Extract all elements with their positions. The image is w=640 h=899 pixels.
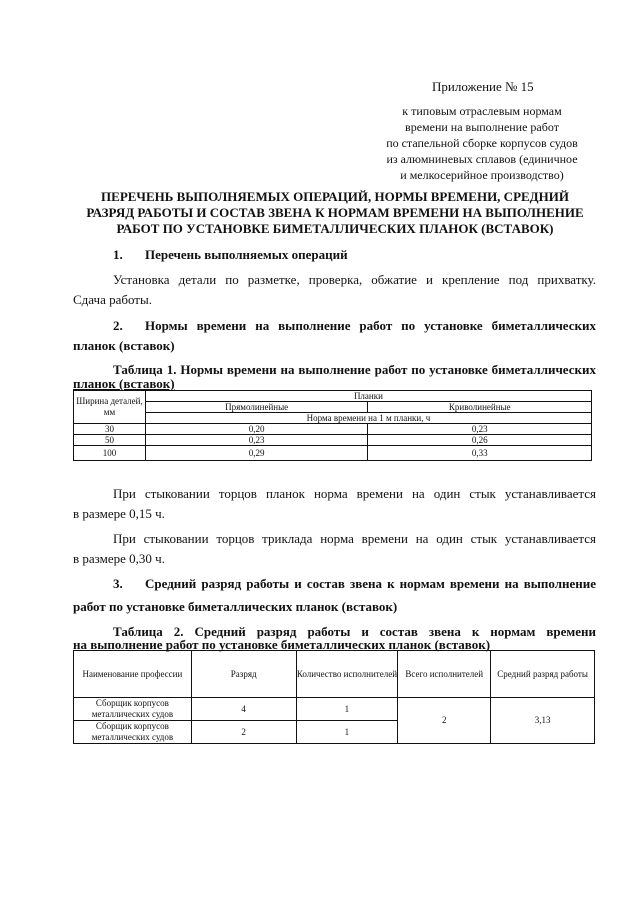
appendix-subtitle-line: по стапельной сборке корпусов судов	[386, 136, 578, 150]
document-title	[70, 189, 600, 237]
table-row	[74, 402, 592, 413]
table-cell: Сборщик корпусов металлических судов	[74, 721, 192, 744]
table-cell: 1	[296, 721, 398, 744]
straight-column-header: Прямолинейные	[145, 402, 368, 413]
appendix-subtitle-line: к типовым отраслевым нормам	[402, 104, 562, 118]
note1-line1: При стыковании торцов планок норма времени на один стык устанавливается	[113, 486, 596, 501]
table-row	[74, 698, 595, 721]
table-cell: 30	[74, 424, 146, 435]
table-row	[74, 391, 592, 402]
section1-number: 1.	[113, 247, 123, 262]
document-title-line: ПЕРЕЧЕНЬ ВЫПОЛНЯЕМЫХ ОПЕРАЦИЙ, НОРМЫ ВРЕМЕНИ, СРЕДНИЙ	[101, 189, 569, 204]
count-column-header: Количество исполнителей	[296, 651, 398, 698]
table1-caption-line1: Таблица 1. Нормы времени на выполнение работ по установке биметаллических	[113, 362, 596, 377]
appendix-subtitle	[368, 103, 596, 183]
note2-line2: в размере 0,30 ч.	[73, 551, 165, 566]
section3-heading-line2: работ по установке биметаллических планок (вставок)	[73, 599, 398, 614]
section3-heading-line1: Средний разряд работы и состав звена к нормам времени на выполнение	[145, 576, 596, 591]
table-cell: 0,20	[145, 424, 368, 435]
document-title-line: РАБОТ ПО УСТАНОВКЕ БИМЕТАЛЛИЧЕСКИХ ПЛАНОК (ВСТАВОК)	[116, 221, 554, 236]
section1-text-line2: Сдача работы.	[73, 292, 152, 307]
table-cell: 4	[191, 698, 296, 721]
table-cell: 0,33	[368, 446, 592, 461]
planks-group-header: Планки	[145, 391, 591, 402]
grade-column-header: Разряд	[191, 651, 296, 698]
section2-heading-line2: планок (вставок)	[73, 338, 175, 353]
width-column-header: Ширина деталей, мм	[74, 391, 146, 424]
table2-caption-line1: Таблица 2. Средний разряд работы и состав звена к нормам времени	[113, 624, 596, 639]
table-cell: 0,23	[145, 435, 368, 446]
table-cell: 2	[191, 721, 296, 744]
table-row	[74, 413, 592, 424]
table1-caption-line2: планок (вставок)	[73, 376, 175, 391]
table-cell: Сборщик корпусов металлических судов	[74, 698, 192, 721]
avg-grade-cell: 3,13	[491, 698, 595, 744]
section2-number: 2.	[113, 318, 123, 333]
section1-text-line1: Установка детали по разметке, проверка, обжатие и крепление под прихватку.	[113, 272, 596, 287]
appendix-subtitle-line: и мелкосерийное производство)	[400, 168, 564, 182]
document-title-line: РАЗРЯД РАБОТЫ И СОСТАВ ЗВЕНА К НОРМАМ ВРЕМЕНИ НА ВЫПОЛНЕНИЕ	[86, 205, 584, 220]
table-cell: 0,29	[145, 446, 368, 461]
appendix-title: Приложение № 15	[432, 79, 534, 94]
table-cell: 100	[74, 446, 146, 461]
avg-grade-column-header: Средний разряд работы	[491, 651, 595, 698]
section3-number: 3.	[113, 576, 123, 591]
section2-heading-line1: Нормы времени на выполнение работ по установке биметаллических	[145, 318, 596, 333]
table-cell: 0,26	[368, 435, 592, 446]
table-cell: 50	[74, 435, 146, 446]
section1-heading: Перечень выполняемых операций	[145, 247, 348, 262]
table-cell: 0,23	[368, 424, 592, 435]
crew-composition-table	[73, 650, 595, 744]
table-row	[74, 651, 595, 698]
total-workers-cell: 2	[398, 698, 491, 744]
table2-caption-line2: на выполнение работ по установке биметаллических планок (вставок)	[73, 637, 491, 652]
table-row	[74, 424, 592, 435]
profession-column-header: Наименование профессии	[74, 651, 192, 698]
table-cell: 1	[296, 698, 398, 721]
curved-column-header: Криволинейные	[368, 402, 592, 413]
appendix-subtitle-line: времени на выполнение работ	[405, 120, 559, 134]
table-row	[74, 435, 592, 446]
unit-row-header: Норма времени на 1 м планки, ч	[145, 413, 591, 424]
appendix-subtitle-line: из алюмниневых сплавов (единичное	[386, 152, 578, 166]
table-row	[74, 446, 592, 461]
total-column-header: Всего исполнителей	[398, 651, 491, 698]
note1-line2: в размере 0,15 ч.	[73, 506, 165, 521]
time-norms-table	[73, 390, 592, 461]
note2-line1: При стыковании торцов триклада норма времени на один стык устанавливается	[113, 531, 596, 546]
